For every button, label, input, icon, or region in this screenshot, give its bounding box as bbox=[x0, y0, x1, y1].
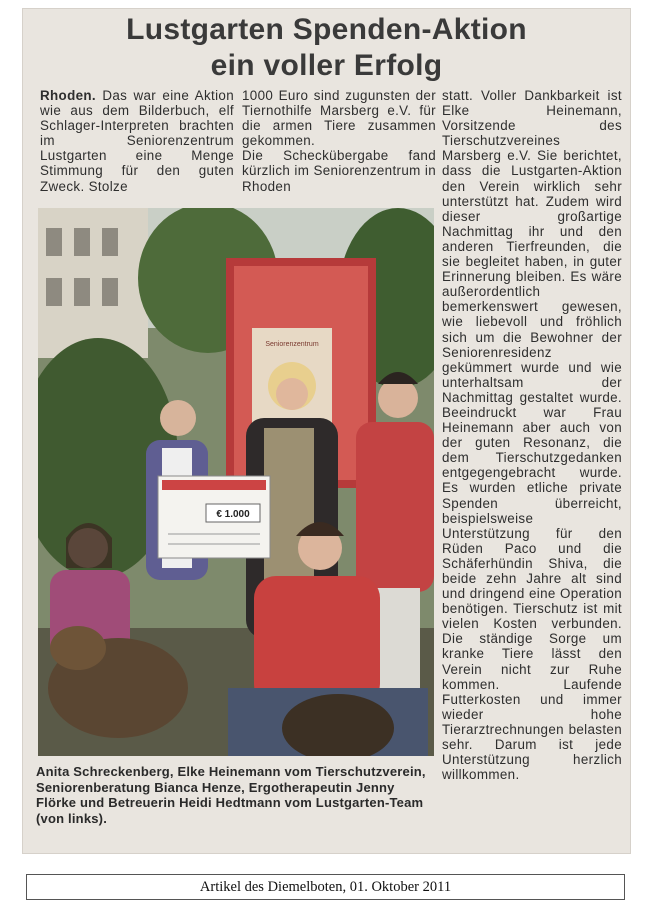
banner-sign-text: Seniorenzentrum bbox=[265, 341, 319, 348]
headline bbox=[22, 12, 631, 84]
column-1-text: Das war eine Aktion wie aus dem Bilderbuch, elf Schlager-Interpreten brachten im Seniorenzentrum Lustgarten eine Menge Stimmung für den guten Zweck. Stolze bbox=[40, 88, 234, 194]
photo-caption: Anita Schreckenberg, Elke Heinemann vom Tierschutzverein, Seniorenberatung Bianca Henze, Ergotherapeutin Jenny Flörke und Betreuerin Heidi Hedtmann vom Lustgarten-Team (von links). bbox=[36, 764, 426, 826]
article-column-2: 1000 Euro sind zugunsten der Tiernothilfe Marsberg e.V. für die armen Tiere zusammen gekommen. Die Scheckübergabe fand kürzlich im Seniorenzentrum in Rhoden bbox=[242, 88, 436, 194]
headline-line-1: Lustgarten Spenden-Aktion bbox=[126, 13, 527, 46]
newspaper-clipping bbox=[22, 8, 631, 854]
headline-line-2: ein voller Erfolg bbox=[210, 49, 443, 82]
group-photo-illustration bbox=[38, 208, 434, 756]
article-column-3: statt. Voller Dankbarkeit ist Elke Heinemann, Vorsitzende des Tierschutzvereines Marsberg e.V. Sie berichtet, dass die Lustgarten-Aktion den Verein wirklich sehr unterstützt hat. Zudem wird dieser großartige Nachmittag ihr und den anderen Tierfreunden, die sie begleitet haben, in guter Erinnerung bleiben. Es wäre außerordentlich bemerkenswert gewesen, wie liebevoll und fröhlich sich um die Bewohner der Seniorenresidenz gekümmert wurde und wie unterhaltsam der Nachmittag gestaltet wurde. Beeindruckt war Frau Heinemann aber auch von der guten Resonanz, die dem Tierschutzgedanken entgegengebracht wurde. Es wurden etliche private Spenden überreicht, beispielsweise Unterstützung für den Rüden Paco und die Schäferhündin Shiva, die beide zehn Jahre alt sind und dringend eine Operation benötigen. Tierschutz ist mit vielen Kosten verbunden. Die ständige Sorge um kranke Tiere lässt den Verein nicht zur Ruhe kommen. Laufende Futterkosten und immer wieder hohe Tierarztrechnungen belasten sehr. Darum ist jede Unterstützung herzlich willkommen. bbox=[442, 88, 622, 783]
article-column-1 bbox=[40, 88, 234, 194]
group-photo bbox=[38, 208, 434, 756]
check-amount: € 1.000 bbox=[216, 509, 250, 520]
source-footer: Artikel des Diemelboten, 01. Oktober 2011 bbox=[26, 874, 625, 900]
dateline: Rhoden. bbox=[40, 88, 97, 103]
